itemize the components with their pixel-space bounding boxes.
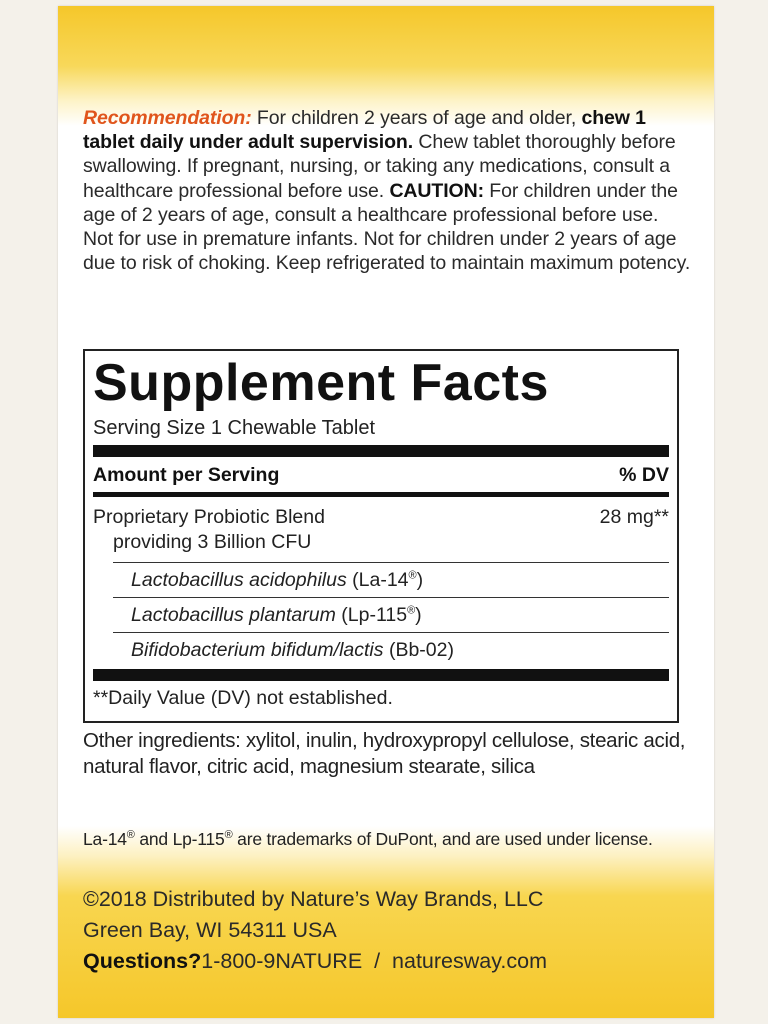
blend-cfu: providing 3 Billion CFU [113, 531, 312, 553]
strain-row: Lactobacillus plantarum (Lp-115®) [131, 604, 422, 626]
blend-amount: 28 mg** [599, 506, 669, 528]
copyright-line: ©2018 Distributed by Nature’s Way Brands, LLC [83, 887, 544, 911]
phone-number: 1-800-9NATURE [201, 949, 363, 973]
strain-row: Lactobacillus acidophilus (La-14®) [131, 569, 424, 591]
supplement-facts-title: Supplement Facts [93, 354, 549, 412]
blend-label: Proprietary Probiotic Blend [93, 506, 325, 528]
supplement-facts-panel [83, 349, 679, 723]
dv-header: % DV [619, 464, 669, 486]
caution-label: CAUTION: [389, 179, 484, 202]
divider-thick [93, 445, 669, 457]
divider-hair [113, 562, 669, 563]
questions-label: Questions? [83, 949, 202, 973]
amount-per-serving-header: Amount per Serving [93, 464, 280, 486]
serving-size: Serving Size 1 Chewable Tablet [93, 417, 376, 439]
dosage-instruction: chew 1 tablet daily under adult supervision. [83, 107, 646, 154]
trademark-notice: La-14® and Lp-115® are trademarks of DuPont, and are used under license. [83, 829, 653, 849]
recommendation-label: Recommendation: [83, 107, 252, 129]
package-panel [58, 6, 714, 1018]
recommendation-text: Recommendation: For children 2 years of age and older, chew 1 tablet daily under adult supervision. Chew tablet thoroughly before swallowing. If pregnant, nursing, or taking any medications, consult a healthcare professional before use. CAUTION: For children under the age of 2 years of age, consult a healthcare professional before use. Not for use in premature infants. Not for children under 2 years of age due to risk of choking. Keep refrigerated to maintain maximum potency. [83, 107, 691, 275]
strain-row: Bifidobacterium bifidum/lactis (Bb-02) [131, 639, 454, 661]
website: naturesway.com [392, 949, 547, 973]
divider-hair [113, 597, 669, 598]
contact-line: Questions?1-800-9NATURE / naturesway.com [83, 949, 547, 973]
divider-medium [93, 492, 669, 497]
address-line: Green Bay, WI 54311 USA [83, 918, 337, 942]
divider-thick [93, 669, 669, 681]
dv-footnote: **Daily Value (DV) not established. [93, 687, 393, 709]
distributor-info [83, 884, 693, 977]
divider-hair [113, 632, 669, 633]
other-ingredients: Other ingredients: xylitol, inulin, hydroxypropyl cellulose, stearic acid, natural flavor, citric acid, magnesium stearate, silica [83, 729, 686, 778]
